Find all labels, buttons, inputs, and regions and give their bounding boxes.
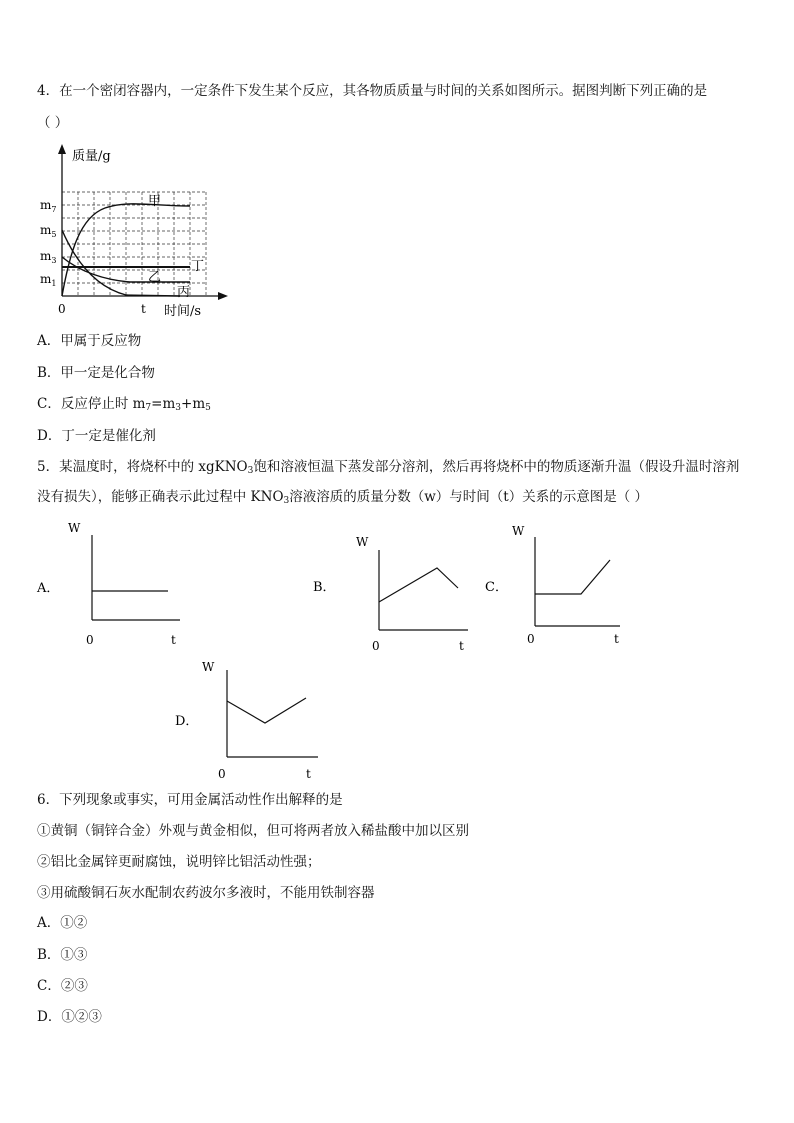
graph-d-ylabel: W xyxy=(202,660,215,674)
graph-a-ylabel: W xyxy=(68,521,81,535)
graph-a-option-label: A． xyxy=(37,581,60,596)
graph-c-option-label: C． xyxy=(485,580,508,595)
q5-stem-line2: 没有损失），能够正确表示此过程中 $KNO_3$溶液溶质的质量分数（w）与时间（t）关系的示意图是（ ） xyxy=(37,489,649,506)
q6-option-d: D．①②③ xyxy=(37,1009,102,1025)
q5-graph-d xyxy=(170,655,340,785)
q4-option-a: A．甲属于反应物 xyxy=(37,333,142,349)
graph-c-ylabel: W xyxy=(512,524,525,538)
graph-b-curve xyxy=(379,568,458,602)
q4-answer-paren: （ ） xyxy=(37,115,69,131)
q5-graph-b xyxy=(310,530,480,660)
q4-chart xyxy=(30,142,240,320)
q5-stem-line1: 5．某温度时，将烧杯中的 xgKNO$_3$饱和溶液恒温下蒸发部分溶剂，然后再将烧杯中的物质逐渐升温（假设升温时溶剂 xyxy=(37,459,740,476)
graph-c-xlabel: t xyxy=(614,632,619,646)
x-tick-t: t xyxy=(141,302,146,316)
graph-b-option-label: B． xyxy=(313,580,336,595)
q6-statement-3: ③用硫酸铜石灰水配制农药波尔多液时，不能用铁制容器 xyxy=(37,885,375,901)
y-tick-m3: $m_3$ xyxy=(40,249,57,265)
x-tick-0: 0 xyxy=(58,302,66,316)
series-label-yi: 乙 xyxy=(148,270,162,285)
q5-graph-a xyxy=(30,520,200,650)
series-label-bing: 丙 xyxy=(177,285,191,300)
y-tick-m7: $m_7$ xyxy=(40,198,57,214)
q4-y-arrow xyxy=(58,144,66,154)
graph-d-curve xyxy=(227,698,306,723)
q4-xlabel: 时间/s xyxy=(164,304,202,319)
q4-option-d: D．丁一定是催化剂 xyxy=(37,428,156,444)
graph-d-origin: 0 xyxy=(218,767,226,781)
graph-b-ylabel: W xyxy=(356,535,369,549)
q5-graph-c xyxy=(480,522,650,652)
graph-a-xlabel: t xyxy=(171,633,176,647)
q4-chart-grid xyxy=(62,192,206,296)
series-label-ding: 丁 xyxy=(191,259,205,274)
graph-d-xlabel: t xyxy=(306,767,311,781)
q6-option-a: A．①② xyxy=(37,915,88,931)
q6-stem: 6．下列现象或事实，可用金属活动性作出解释的是 xyxy=(37,792,343,808)
graph-d-option-label: D． xyxy=(175,714,199,729)
graph-c-curve xyxy=(535,560,610,594)
q4-option-c: C．反应停止时 $m_7=m_3+m_5$ xyxy=(37,396,211,413)
q6-option-c: C．②③ xyxy=(37,978,88,994)
q6-option-b: B．①③ xyxy=(37,947,88,963)
y-tick-m1: $m_1$ xyxy=(40,272,57,288)
q4-option-b: B．甲一定是化合物 xyxy=(37,365,155,381)
q6-statement-1: ①黄铜（铜锌合金）外观与黄金相似，但可将两者放入稀盐酸中加以区别 xyxy=(37,823,469,839)
y-tick-m5: $m_5$ xyxy=(40,223,57,239)
series-label-jia: 甲 xyxy=(148,194,162,209)
graph-b-origin: 0 xyxy=(372,639,380,653)
q4-x-arrow xyxy=(218,292,228,300)
graph-b-xlabel: t xyxy=(459,639,464,653)
q6-statement-2: ②铝比金属锌更耐腐蚀，说明锌比铝活动性强； xyxy=(37,854,321,870)
series-bing-line xyxy=(62,230,180,296)
graph-c-origin: 0 xyxy=(527,632,535,646)
graph-a-origin: 0 xyxy=(86,633,94,647)
q4-ylabel: 质量/g xyxy=(72,149,111,164)
q4-stem: 4．在一个密闭容器内，一定条件下发生某个反应，其各物质质量与时间的关系如图所示。据图判断下列正确的是 xyxy=(37,83,708,99)
